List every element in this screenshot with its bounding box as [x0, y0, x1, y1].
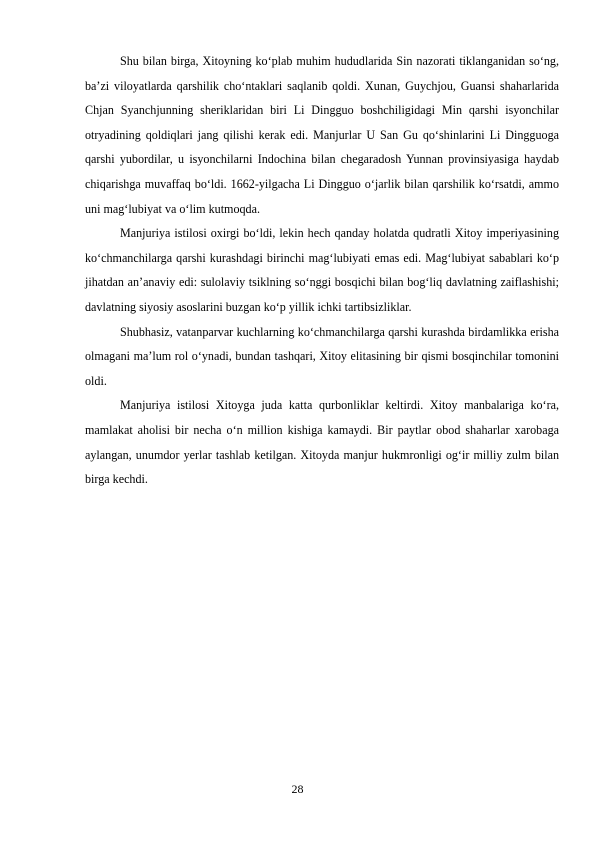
paragraph: Manjuriya istilosi oxirgi bo‘ldi, lekin hech qanday holatda qudratli Xitoy imperiyasining ko‘chmanchilarga qarshi kurashdagi birinchi mag‘lubiyati emas edi. Mag‘lubiyat sabablari ko‘p jihatdan an’anaviy edi: sulolaviy tsiklning so‘nggi bosqichi bilan bog‘liq davlatning zaiflashishi; davlatning siyosiy asoslarini buzgan ko‘p yillik ichki tartibsizliklar. [85, 226, 559, 314]
paragraph: Shu bilan birga, Xitoyning ko‘plab muhim hududlarida Sin nazorati tiklanganidan so‘ng, ba’zi viloyatlarda qarshilik cho‘ntaklari saqlanib qoldi. Xunan, Guychjou, Guansi shaharlarida Chjan Syanchjunning sheriklaridan biri Li Dingguo boshchiligidagi Min qarshi isyonchilar otryadining qoldiqlari jang qilishi kerak edi. Manjurlar U San Gu qo‘shinlarini Li Dingguoga qarshi yubordilar, u isyonchilarni Indochina bilan chegaradosh Yunnan provinsiyasiga haydab chiqarishga muvaffaq bo‘ldi. 1662-yilgacha Li Dingguo o‘jarlik bilan qarshilik ko‘rsatdi, ammo uni mag‘lubiyat va o‘lim kutmoqda. [85, 54, 559, 216]
page-number: 28 [291, 782, 304, 796]
paragraph: Manjuriya istilosi Xitoyga juda katta qurbonliklar keltirdi. Xitoy manbalariga ko‘ra, mamlakat aholisi bir necha o‘n million kishiga kamaydi. Bir paytlar obod shaharlar xarobaga aylangan, unumdor yerlar tashlab ketilgan. Xitoyda manjur hukmronligi og‘ir milliy zulm bilan birga kechdi. [85, 398, 559, 487]
page-body [85, 49, 559, 492]
paragraph: Shubhasiz, vatanparvar kuchlarning ko‘chmanchilarga qarshi kurashda birdamlikka erisha olmagani ma’lum rol o‘ynadi, bundan tashqari, Xitoy elitasining bir qismi bosqinchilar tomonini oldi. [85, 324, 559, 388]
